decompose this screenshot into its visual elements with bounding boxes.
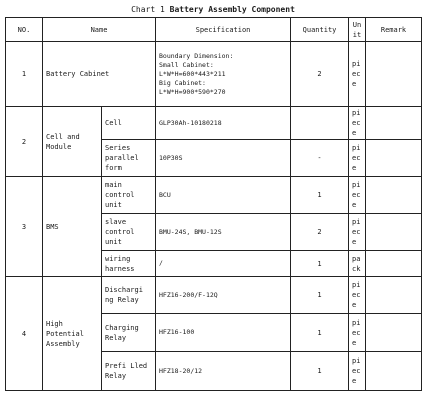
spec-line: L*W*H=600*443*211 <box>159 69 226 78</box>
unit-line: ck <box>352 264 361 273</box>
row-number: 2 <box>6 107 43 177</box>
item-name-line: Series <box>105 144 131 152</box>
unit-line: ec <box>352 228 361 236</box>
item-name-line: ng Relay <box>105 296 139 304</box>
unit-line: e <box>352 164 357 172</box>
unit-line: ec <box>352 367 361 375</box>
remark-cell <box>366 177 422 214</box>
remark-cell <box>366 140 422 177</box>
unit-line: e <box>352 129 357 137</box>
item-name-line: Relay <box>105 333 127 342</box>
header-remark: Remark <box>366 18 422 42</box>
quantity-cell: - <box>291 140 349 177</box>
item-name-line: Relay <box>105 372 127 380</box>
unit-line: pi <box>352 318 361 327</box>
component-name: Battery Cabinet <box>43 42 156 107</box>
header-unit-line-2: it <box>352 30 362 39</box>
item-name-line: harness <box>105 264 135 273</box>
item-name <box>102 140 156 177</box>
remark-cell <box>366 214 422 251</box>
specification-cell: BMU-24S, BMU-12S <box>156 214 291 251</box>
unit-line: pi <box>352 109 361 117</box>
item-name-line: unit <box>105 238 122 246</box>
header-no: NO. <box>6 18 43 42</box>
remark-cell <box>366 352 422 391</box>
unit-line: pi <box>352 181 361 189</box>
item-name-line: Dischargi <box>105 286 143 294</box>
group-name <box>43 177 102 277</box>
specification-cell: HFZ16-200/F-12Q <box>156 277 291 314</box>
unit-line: pi <box>352 218 361 226</box>
group-name-line: Module <box>46 142 72 151</box>
quantity-cell: 2 <box>291 42 349 107</box>
remark-cell <box>366 251 422 277</box>
spec-line: L*W*H=900*590*270 <box>159 87 226 96</box>
specification-cell: BCU <box>156 177 291 214</box>
row-number: 4 <box>6 277 43 391</box>
item-name-line: slave <box>105 218 127 226</box>
specification-cell: 10P30S <box>156 140 291 177</box>
remark-cell <box>366 314 422 352</box>
unit-line: e <box>352 238 357 246</box>
unit-line: pa <box>352 254 361 263</box>
unit-cell <box>349 277 366 314</box>
table-row <box>6 42 422 107</box>
unit-line: pi <box>352 357 361 365</box>
unit-line: e <box>352 201 357 209</box>
header-unit <box>349 18 366 42</box>
table-row <box>6 107 422 140</box>
unit-cell <box>349 107 366 140</box>
caption-prefix: Chart 1 <box>131 5 165 14</box>
item-name <box>102 107 156 140</box>
item-name-line: Charging <box>105 323 139 332</box>
group-name <box>43 277 102 391</box>
quantity-cell: 1 <box>291 352 349 391</box>
unit-cell <box>349 251 366 277</box>
header-unit-line-1: Un <box>352 20 362 29</box>
item-name-line: wiring <box>105 254 131 263</box>
unit-line: ec <box>352 191 361 199</box>
unit-line: ec <box>352 328 361 337</box>
unit-cell <box>349 214 366 251</box>
unit-cell <box>349 177 366 214</box>
item-name-line: parallel <box>105 154 139 162</box>
unit-line: ec <box>352 70 361 78</box>
item-name-line: form <box>105 164 122 172</box>
battery-assembly-table <box>5 17 422 391</box>
specification-cell: / <box>156 251 291 277</box>
unit-line: e <box>352 80 357 88</box>
item-name <box>102 214 156 251</box>
spec-line: Boundary Dimension: <box>159 51 234 60</box>
table-row <box>6 177 422 214</box>
unit-cell <box>349 352 366 391</box>
item-name <box>102 314 156 352</box>
table-row <box>6 277 422 314</box>
specification-cell: HFZ18-20/12 <box>156 352 291 391</box>
unit-line: ec <box>352 119 361 127</box>
unit-line: ec <box>352 291 361 299</box>
item-name <box>102 352 156 391</box>
unit-line: e <box>352 301 357 309</box>
quantity-cell: 1 <box>291 314 349 352</box>
quantity-cell: 1 <box>291 277 349 314</box>
item-name <box>102 251 156 277</box>
group-name-line: BMS <box>46 222 59 231</box>
item-name-line: Cell <box>105 119 122 127</box>
item-name-line: Prefi Lled <box>105 362 148 370</box>
caption-title: Battery Assembly Component <box>169 5 295 14</box>
unit-cell <box>349 42 366 107</box>
group-name-line: Cell and <box>46 132 80 141</box>
group-name-line: High <box>46 319 63 328</box>
quantity-cell: 1 <box>291 177 349 214</box>
unit-cell <box>349 140 366 177</box>
group-name <box>43 107 102 177</box>
specification-cell: HFZ16-100 <box>156 314 291 352</box>
remark-cell <box>366 107 422 140</box>
quantity-cell: 1 <box>291 251 349 277</box>
group-name-line: Potential <box>46 329 84 338</box>
item-name-line: control <box>105 191 135 199</box>
item-name <box>102 277 156 314</box>
header-quantity: Quantity <box>291 18 349 42</box>
unit-line: e <box>352 377 357 385</box>
remark-cell <box>366 42 422 107</box>
header-name: Name <box>43 18 156 42</box>
row-number: 1 <box>6 42 43 107</box>
item-name-line: unit <box>105 201 122 209</box>
header-specification: Specification <box>156 18 291 42</box>
item-name <box>102 177 156 214</box>
item-name-line: main <box>105 181 122 189</box>
unit-line: pi <box>352 144 361 152</box>
specification-cell: GLP30Ah-10180218 <box>156 107 291 140</box>
specification-cell <box>156 42 291 107</box>
row-number: 3 <box>6 177 43 277</box>
table-caption <box>0 5 426 15</box>
unit-line: pi <box>352 60 361 68</box>
unit-line: e <box>352 338 357 347</box>
quantity-cell: 2 <box>291 214 349 251</box>
header-row <box>6 18 422 42</box>
quantity-cell <box>291 107 349 140</box>
spec-line: Big Cabinet: <box>159 78 206 87</box>
group-name-line: Assembly <box>46 339 80 348</box>
unit-cell <box>349 314 366 352</box>
item-name-line: control <box>105 228 135 236</box>
spec-line: Small Cabinet: <box>159 60 214 69</box>
remark-cell <box>366 277 422 314</box>
unit-line: ec <box>352 154 361 162</box>
unit-line: pi <box>352 281 361 289</box>
